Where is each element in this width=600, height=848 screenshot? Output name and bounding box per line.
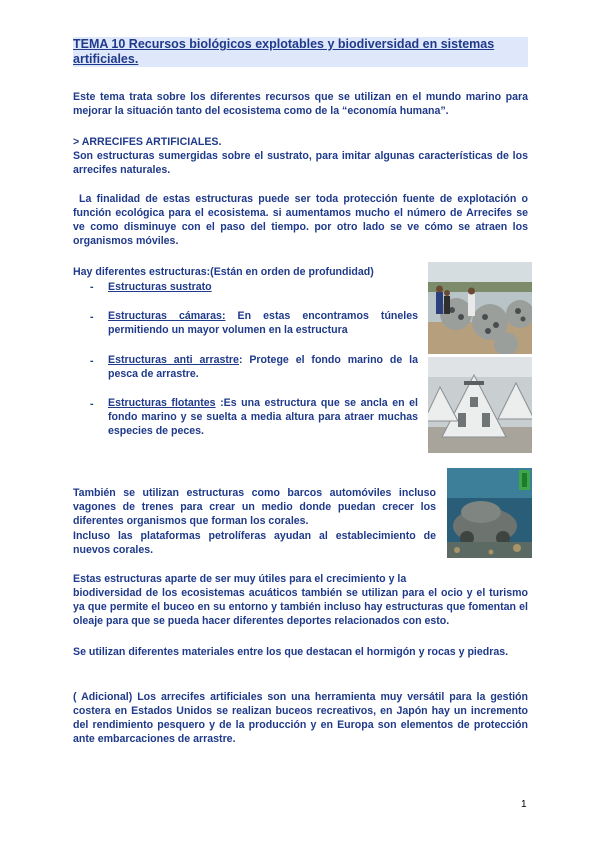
estas-line1: Estas estructuras aparte de ser muy útiles para el crecimiento y la (73, 573, 407, 585)
anti-trawl-structures-photo (428, 357, 532, 453)
bullet-dash: - (90, 281, 94, 293)
plataformas-paragraph: Incluso las plataformas petrolíferas ayudan al establecimiento de nuevos corales. (73, 530, 436, 556)
materiales-paragraph: Se utilizan diferentes materiales entre los que destacan el hormigón y rocas y piedras. (73, 646, 509, 658)
reef-balls-photo (428, 262, 532, 354)
bullet-item (108, 309, 418, 337)
section-heading: > ARRECIFES ARTIFICIALES. (73, 136, 222, 148)
bullet-term: Estructuras sustrato (108, 281, 212, 293)
bullet-term: Estructuras cámaras: (108, 310, 226, 322)
bullet-dash: - (90, 355, 94, 367)
intro-paragraph: Este tema trata sobre los diferentes recursos que se utilizan en el mundo marino para mejorar la situación tanto del ecosistema como de la “economía humana”. (73, 91, 528, 117)
estas-paragraph: biodiversidad de los ecosistemas acuáticos también se utilizan para el ocio y el turismo ya que permite el buceo en su entorno y también incluso hay estructuras que fomentan el oleaje para que se pueda hacer diferentes deportes relacionados con esto. (73, 587, 528, 627)
sunken-car-photo (447, 468, 532, 558)
bullet-item (108, 353, 418, 381)
bullet-item (108, 280, 418, 294)
section-definition: Son estructuras sumergidas sobre el sustrato, para imitar algunas características de los arrecifes naturales. (73, 150, 528, 176)
bullet-desc: : Protege el fondo marino de la pesca de arrastre. (108, 354, 418, 380)
tambien-paragraph: También se utilizan estructuras como barcos automóviles incluso vagones de trenes para crear un medio donde puedan crecer los diferentes organismos que forman los corales. (73, 487, 436, 527)
bullet-dash: - (90, 311, 94, 323)
bullet-term: Estructuras flotantes (108, 397, 216, 409)
bullet-dash: - (90, 398, 94, 410)
bullet-item (108, 396, 418, 438)
adicional-paragraph: ( Adicional) Los arrecifes artificiales son una herramienta muy versátil para la gestión costera en Estados Unidos se realizan buceos recreativos, en Japón hay un incremento del rendimiento pesquero y de la producción y en Europa son elementos de protección ante embarcaciones de arrastre. (73, 691, 528, 745)
bullet-desc: :Es una estructura que se ancla en el fondo marino y se suelta a media altura para atraer muchas especies de peces. (108, 397, 418, 437)
estructuras-intro: Hay diferentes estructuras:(Están en orden de profundidad) (73, 266, 374, 278)
bullet-term: Estructuras anti arrastre (108, 354, 239, 366)
bullet-desc: En estas encontramos túneles permitiendo un mayor volumen en la estructura (108, 310, 418, 336)
page-number: 1 (521, 799, 527, 810)
page-title: TEMA 10 Recursos biológicos explotables y biodiversidad en sistemas artificiales. (73, 37, 528, 67)
finalidad-paragraph: La finalidad de estas estructuras puede ser toda protección fuente de explotación o función ecológica para el ecosistema. si aumentamos mucho el número de Arrecifes se ve como disminuye con el paso del tiempo. por otro lado se ve cómo se atraen los organismos móviles. (73, 193, 528, 247)
